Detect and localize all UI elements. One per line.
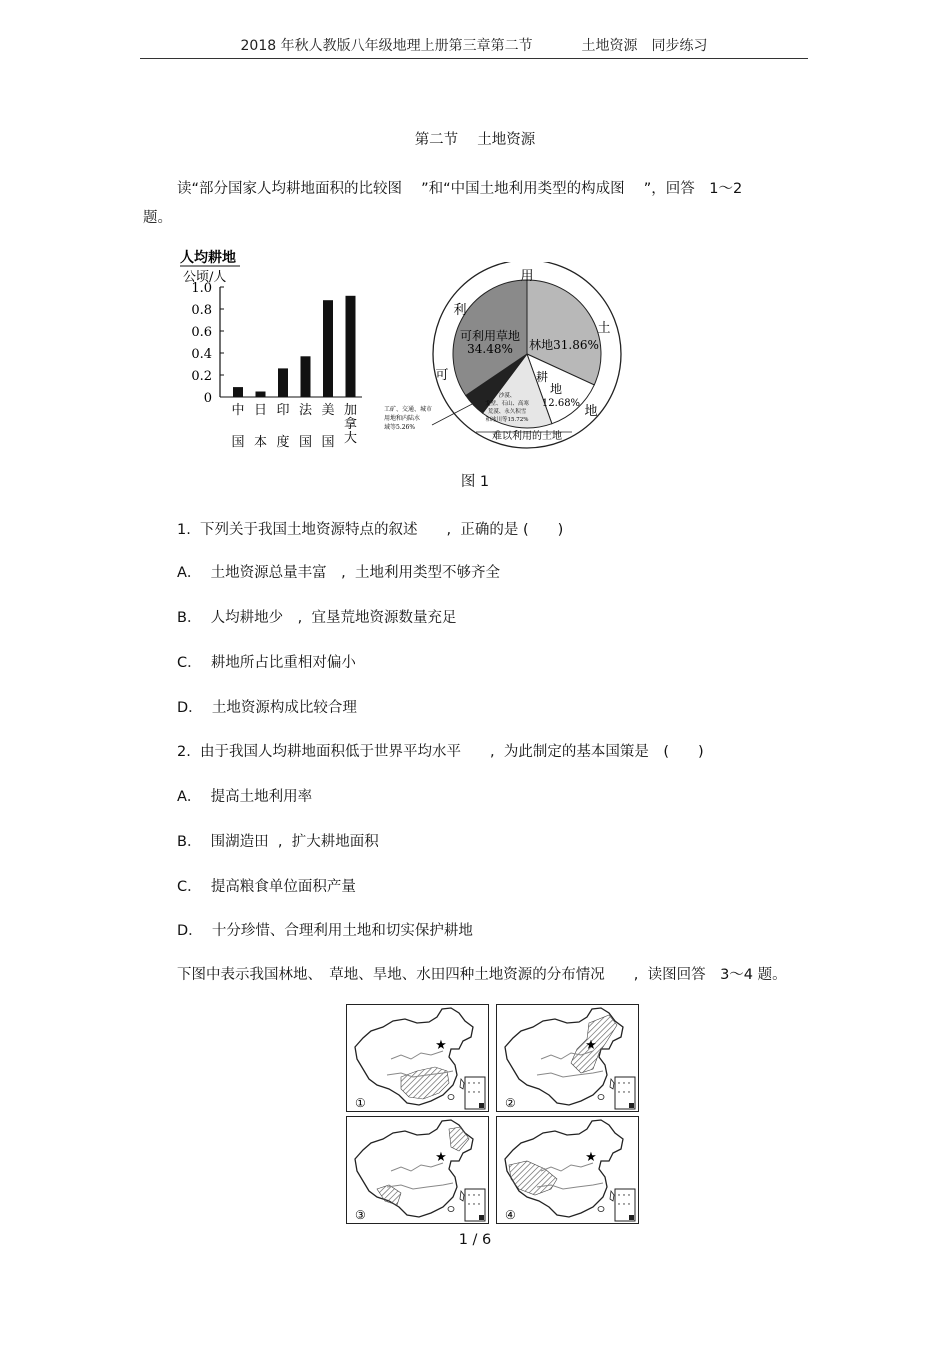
question-1-stem: 1. 下列关于我国土地资源特点的叙述 , 正确的是 ( ) [177, 522, 564, 538]
map-3 [346, 1116, 489, 1224]
question-2-option-b: B． 围湖造田 , 扩大耕地面积 [177, 834, 379, 850]
pie-label-built: 用地和内陆水 [384, 415, 421, 422]
x-tick-label: 美 [321, 403, 335, 418]
hainan-island [598, 1207, 604, 1212]
question-2-option-a: A． 提高土地利用率 [177, 789, 313, 805]
pie-ring-char: 土 [597, 321, 611, 336]
inset-island [618, 1203, 619, 1204]
bar-chart-title: 人均耕地 [180, 250, 236, 266]
pie-label-built: 工矿、交通、城市 [384, 406, 433, 413]
map-label: ② [505, 1096, 516, 1110]
hainan-island [448, 1207, 454, 1212]
y-tick-label: 1.0 [191, 281, 212, 296]
x-tick-label: 国 [298, 435, 313, 450]
inset-island [468, 1203, 469, 1204]
inset-island [628, 1203, 629, 1204]
x-tick-label: 度 [276, 435, 290, 450]
y-tick-label: 0.6 [191, 325, 212, 340]
header-divider [140, 58, 808, 59]
bar [256, 392, 266, 398]
y-tick-label: 0.4 [191, 347, 212, 362]
header-title: 2018 年秋人教版八年级地理上册第三章第二节 [240, 38, 533, 54]
taiwan-island [610, 1191, 614, 1201]
taiwan-island [460, 1191, 464, 1201]
map-1 [346, 1004, 489, 1112]
x-tick-label: 加 [343, 403, 358, 418]
map-2 [496, 1004, 639, 1112]
x-tick-label: 本 [253, 435, 268, 450]
page-header [140, 35, 808, 55]
pie-label-forest: 林地31.86% [529, 338, 599, 352]
pie-label-desert: 戈壁、石山、高寒 [484, 401, 530, 407]
x-tick-label: 印 [276, 403, 290, 418]
bar [323, 300, 333, 397]
capital-star-icon: ★ [435, 1150, 447, 1165]
bar-chart-ylabel: 公顷/人 [183, 270, 227, 285]
bar [346, 296, 356, 397]
bar [301, 356, 311, 397]
inset-island [473, 1091, 474, 1092]
capital-star-icon: ★ [585, 1038, 597, 1053]
inset-marker [479, 1103, 484, 1108]
pie-chart [378, 262, 628, 457]
taiwan-island [460, 1079, 464, 1089]
inset-marker [479, 1215, 484, 1220]
pie-label-desert: 荒漠、永久积雪 [487, 409, 527, 415]
pie-ring-char: 利 [453, 303, 467, 318]
inset-marker [629, 1103, 634, 1108]
figure-caption: 图 1 [460, 474, 490, 490]
pie-label-grassland-name: 可利用草地 [459, 329, 521, 343]
inset-island [628, 1194, 629, 1195]
intro-maps: 下图中表示我国林地、 草地、旱地、水田四种土地资源的分布情况 , 读图回答 3～4 题。 [177, 967, 787, 983]
hainan-island [598, 1095, 604, 1100]
pie-ring-char: 可 [435, 368, 449, 383]
pie-label-desert: 沙漠、 [498, 393, 516, 399]
inset-island [468, 1091, 469, 1092]
inset-island [468, 1082, 469, 1083]
pie-label-farmland-value: 12.68% [541, 398, 581, 409]
section-title: 第二节 土地资源 [414, 132, 536, 148]
header-subtitle: 土地资源 同步练习 [581, 38, 708, 54]
question-1-option-a: A． 土地资源总量丰富 , 土地利用类型不够齐全 [177, 565, 500, 581]
page-number: 1 / 6 [458, 1232, 492, 1248]
map-label: ③ [355, 1208, 366, 1222]
inset-island [623, 1203, 624, 1204]
y-tick-label: 0 [203, 391, 212, 406]
capital-star-icon: ★ [435, 1038, 447, 1053]
pie-ring-char: 地 [584, 404, 598, 419]
inset-island [623, 1194, 624, 1195]
bar [278, 368, 288, 397]
inset-island [628, 1091, 629, 1092]
pie-label-grassland-value: 34.48% [467, 342, 513, 356]
map-label: ① [355, 1096, 366, 1110]
question-1-option-d: D． 土地资源构成比较合理 [177, 700, 357, 716]
inset-island [478, 1082, 479, 1083]
question-1-option-c: C． 耕地所占比重相对偏小 [177, 655, 356, 671]
pie-label-built: 域等5.26% [384, 424, 416, 431]
inset-island [628, 1082, 629, 1083]
inset-island [623, 1091, 624, 1092]
hainan-island [448, 1095, 454, 1100]
bar-chart [170, 245, 380, 455]
x-tick-label: 国 [231, 435, 245, 450]
y-tick-label: 0.2 [191, 369, 212, 384]
question-2-option-c: C． 提高粮食单位面积产量 [177, 879, 356, 895]
inset-island [478, 1091, 479, 1092]
pie-ring-char: 用 [520, 269, 534, 284]
y-tick-label: 0.8 [191, 303, 212, 318]
inset-marker [629, 1215, 634, 1220]
taiwan-island [610, 1079, 614, 1089]
question-2-stem: 2. 由于我国人均耕地面积低于世界平均水平 , 为此制定的基本国策是 ( ) [177, 744, 704, 760]
bar [233, 387, 243, 397]
x-tick-label: 日 [253, 403, 268, 418]
inset-island [473, 1082, 474, 1083]
pie-label-farmland-char: 地 [549, 382, 563, 396]
question-2-option-d: D． 十分珍惜、合理利用土地和切实保护耕地 [177, 923, 473, 939]
x-tick-label: 法 [298, 403, 313, 418]
inset-island [468, 1194, 469, 1195]
x-tick-label: 拿 [343, 417, 358, 432]
capital-star-icon: ★ [585, 1150, 597, 1165]
pie-label-desert: 和冰川等15.72% [485, 417, 529, 423]
inset-island [618, 1082, 619, 1083]
x-tick-label: 中 [231, 403, 245, 418]
intro-line-1: 读“部分国家人均耕地面积的比较图 ”和“中国土地利用类型的构成图 ”，回答 1～2 [177, 181, 743, 197]
inset-island [473, 1203, 474, 1204]
x-tick-label: 大 [343, 431, 358, 446]
intro-line-2: 题。 [143, 210, 172, 226]
inset-island [478, 1194, 479, 1195]
map-label: ④ [505, 1208, 516, 1222]
inset-island [478, 1203, 479, 1204]
inset-island [623, 1082, 624, 1083]
question-1-option-b: B． 人均耕地少 , 宜垦荒地资源数量充足 [177, 610, 457, 626]
pie-label-farmland-char: 耕 [535, 370, 549, 384]
map-4 [496, 1116, 639, 1224]
inset-island [618, 1091, 619, 1092]
inset-island [618, 1194, 619, 1195]
x-tick-label: 国 [321, 435, 335, 450]
inset-island [473, 1194, 474, 1195]
pie-label-hard-to-use: 难以利用的土地 [492, 431, 562, 442]
